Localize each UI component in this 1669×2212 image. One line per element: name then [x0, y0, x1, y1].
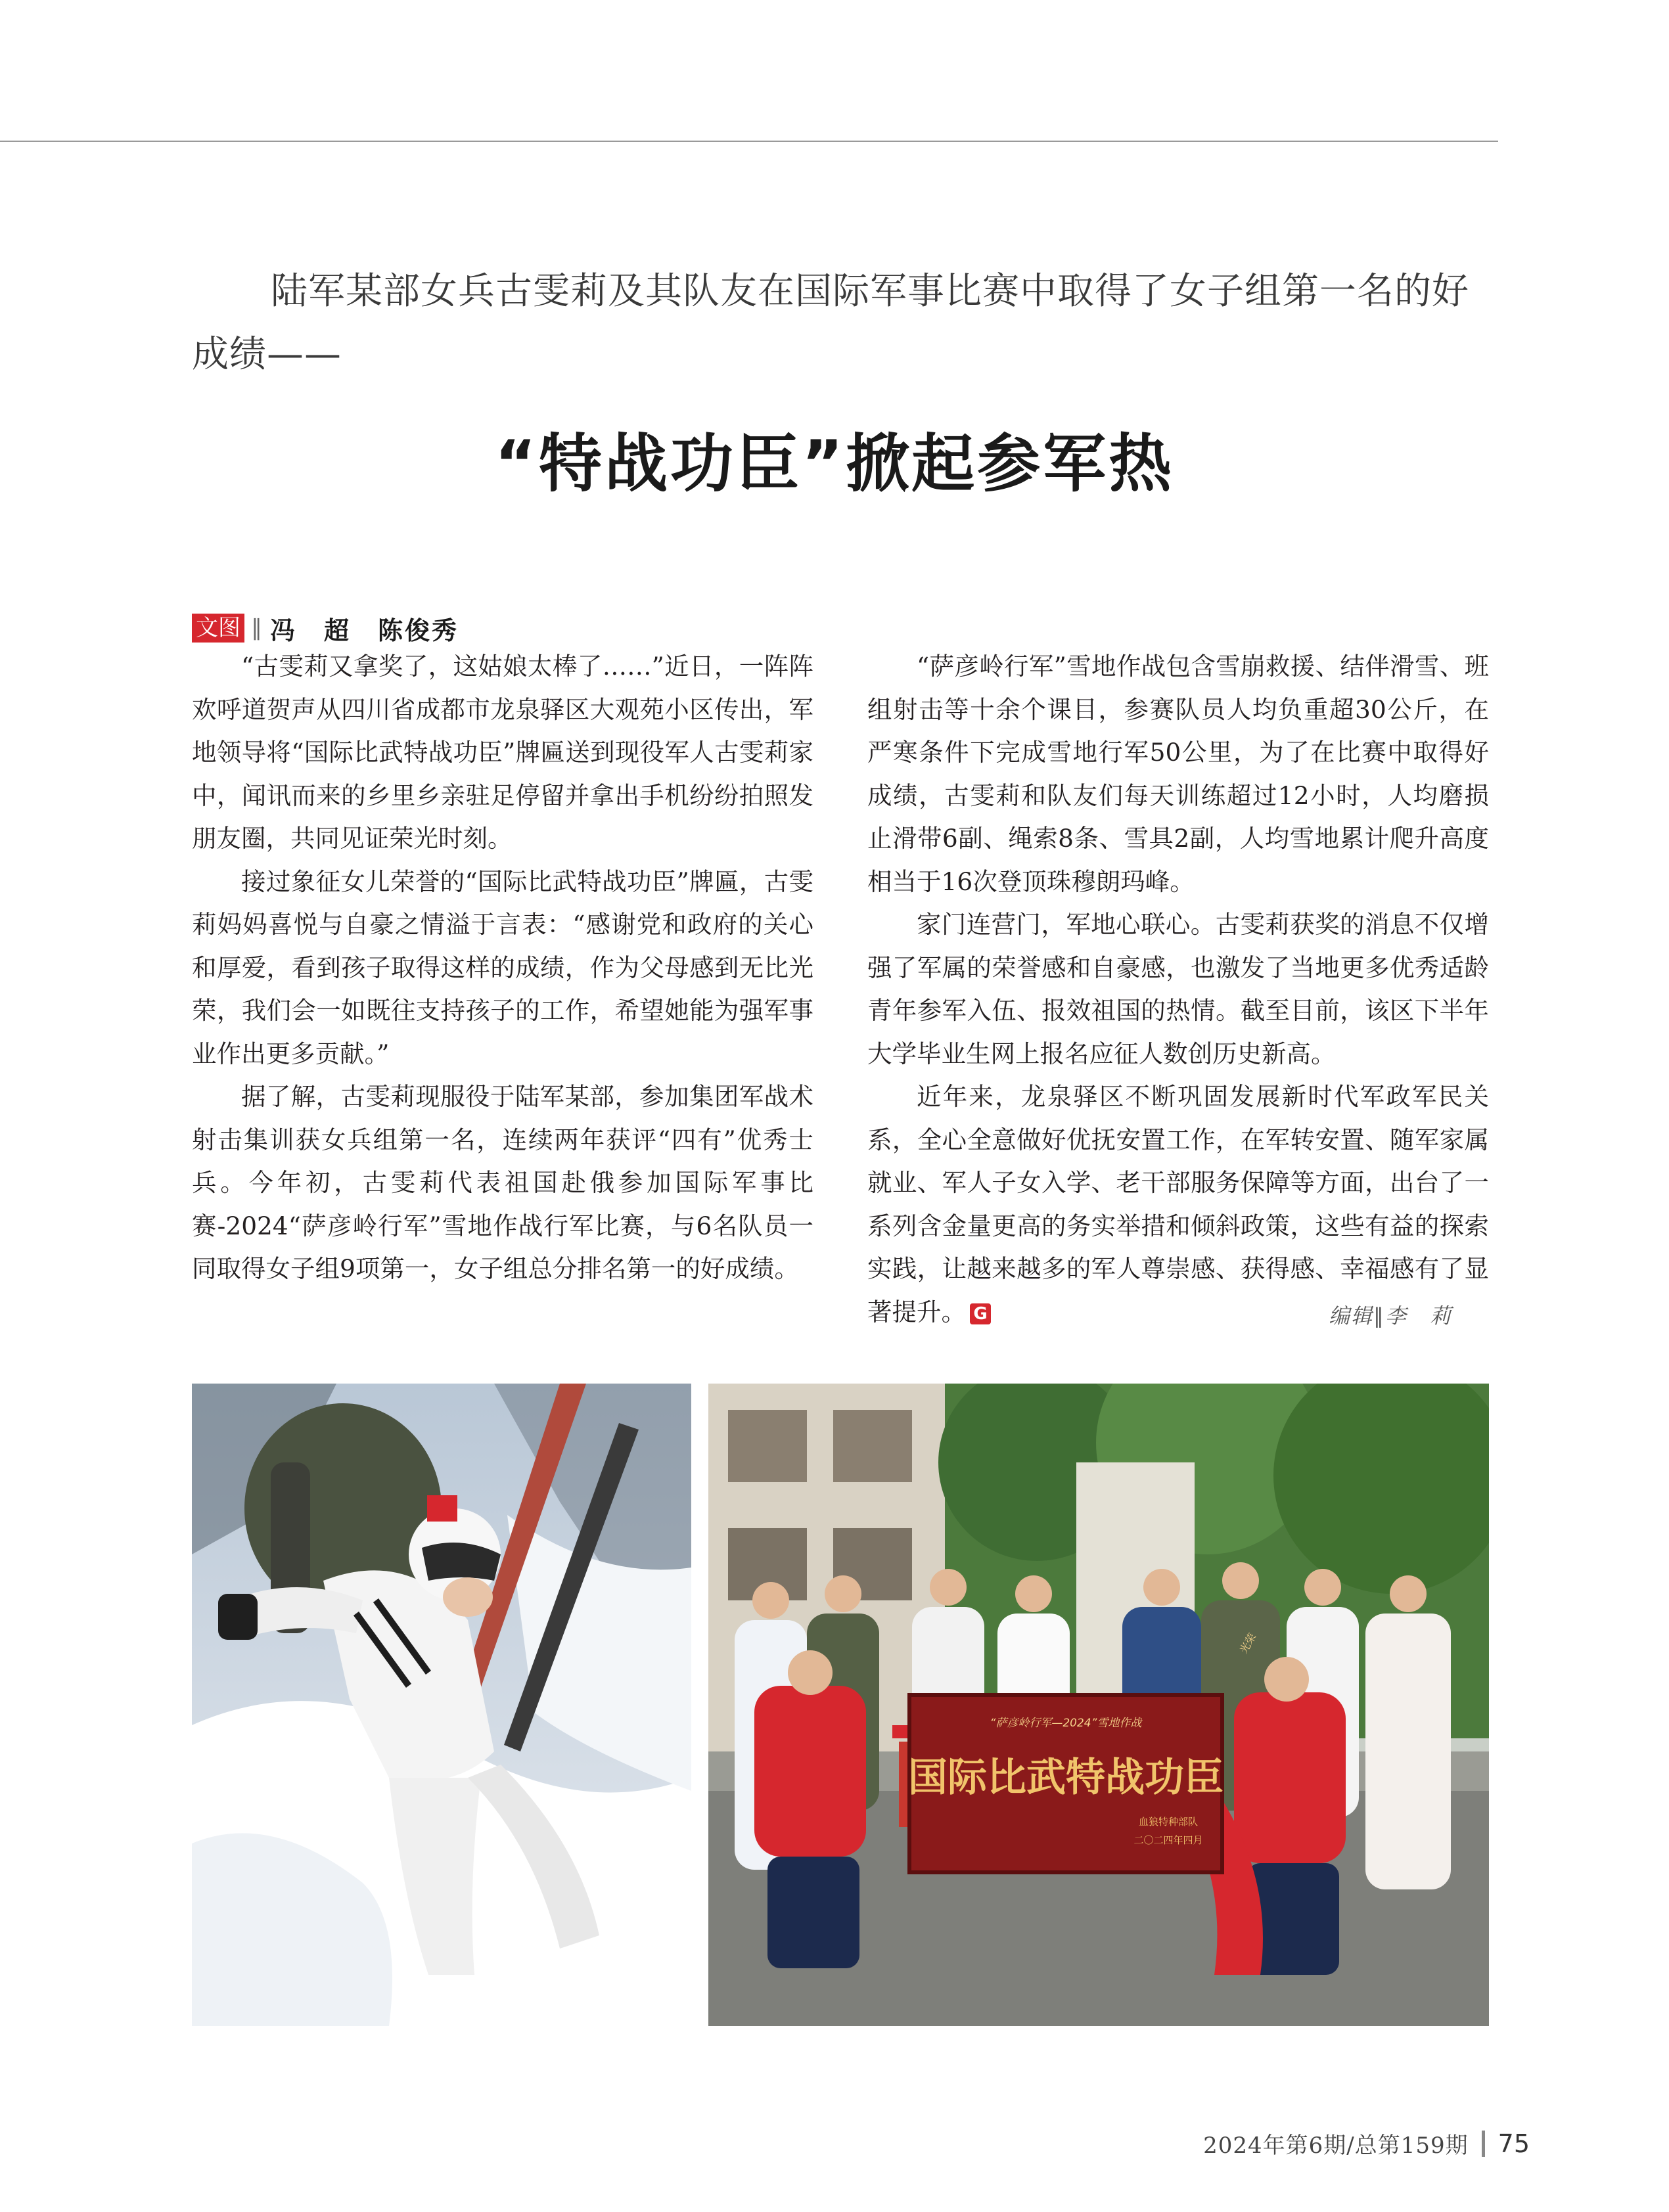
paragraph: “萨彦岭行军”雪地作战包含雪崩救援、结伴滑雪、班组射击等十余个课目，参赛队员人均负重超30公斤，在严寒条件下完成雪地行军50公里，为了在比赛中取得好成绩，古雯莉和队友们每天训练超过12小时，人均磨损止滑带6副、绳索8条、雪具2副，人均雪地累计爬升高度相当于16次登顶珠穆朗玛峰。 — [867, 652, 1489, 896]
headline: “特战功臣”掀起参军热 — [494, 427, 1175, 501]
paragraph: 家门连营门，军地心联心。古雯莉获奖的消息不仅增强了军属的荣誉感和自豪感，也激发了当地更多优秀适龄青年参军入伍、报效祖国的热情。截至目前，该区下半年大学毕业生网上报名应征人数创历史新高。 — [867, 910, 1489, 1068]
issue-label: 2024年第6期/总第159期 — [1203, 2133, 1469, 2159]
page-number: 75 — [1498, 2129, 1530, 2158]
footer-separator — [1482, 2131, 1485, 2157]
snow-climb-illustration — [192, 1384, 691, 2026]
paragraph — [867, 1075, 1489, 1334]
plaque-top-text: “萨彦岭行军—2024”雪地作战 — [990, 1717, 1142, 1730]
paragraph-text: 近年来，龙泉驿区不断巩固发展新时代军政军民关系，全心全意做好优抚安置工作，在军转安置、随军家属就业、军人子女入学、老干部服务保障等方面，出台了一系列含金量更高的务实举措和倾斜政策，这些有益的探索实践，让越来越多的军人尊崇感、获得感、幸福感有了显著提升。 — [867, 1082, 1489, 1326]
plaque-main-text: 国际比武特战功臣 — [908, 1755, 1223, 1801]
byline — [192, 611, 459, 645]
byline-separator: ∥ — [251, 615, 262, 641]
article-column-left — [192, 645, 813, 1291]
photo-plaque-ceremony — [708, 1384, 1489, 2026]
byline-authors: 冯 超 陈俊秀 — [270, 616, 459, 645]
editor-credit: 编辑∥李 莉 — [1328, 1303, 1452, 1328]
paragraph: “古雯莉又拿奖了，这姑娘太棒了……”近日，一阵阵欢呼道贺声从四川省成都市龙泉驿区大观苑小区传出，军地领导将“国际比武特战功臣”牌匾送到现役军人古雯莉家中，闻讯而来的乡里乡亲驻足停留并拿出手机纷纷拍照发朋友圈，共同见证荣光时刻。 — [192, 652, 813, 853]
end-mark-icon: G — [970, 1303, 991, 1324]
top-rule — [0, 141, 1498, 142]
paragraph: 接过象征女儿荣誉的“国际比武特战功臣”牌匾，古雯莉妈妈喜悦与自豪之情溢于言表：“感谢党和政府的关心和厚爱，看到孩子取得这样的成绩，作为父母感到无比光荣，我们会一如既往支持孩子的工作，希望她能为强军事业作出更多贡献。” — [192, 867, 813, 1068]
plaque-org-text: 血狼特种部队 — [1138, 1816, 1199, 1828]
page-footer — [1203, 2127, 1530, 2159]
article-column-right — [867, 645, 1489, 1334]
photo-snow-climb — [192, 1384, 691, 2026]
byline-tag: 文图 — [192, 614, 244, 643]
plaque-date-text: 二〇二四年四月 — [1133, 1834, 1203, 1846]
paragraph: 据了解，古雯莉现服役于陆军某部，参加集团军战术射击集训获女兵组第一名，连续两年获评“四有”优秀士兵。今年初，古雯莉代表祖国赴俄参加国际军事比赛-2024“萨彦岭行军”雪地作战行军比赛，与6名队员一同取得女子组9项第一，女子组总分排名第一的好成绩。 — [192, 1082, 813, 1283]
sash-text: 光荣 — [1237, 1631, 1259, 1656]
ceremony-illustration — [708, 1384, 1489, 2026]
intro-deck: 陆军某部女兵古雯莉及其队友在国际军事比赛中取得了女子组第一名的好成绩—— — [192, 270, 1469, 376]
